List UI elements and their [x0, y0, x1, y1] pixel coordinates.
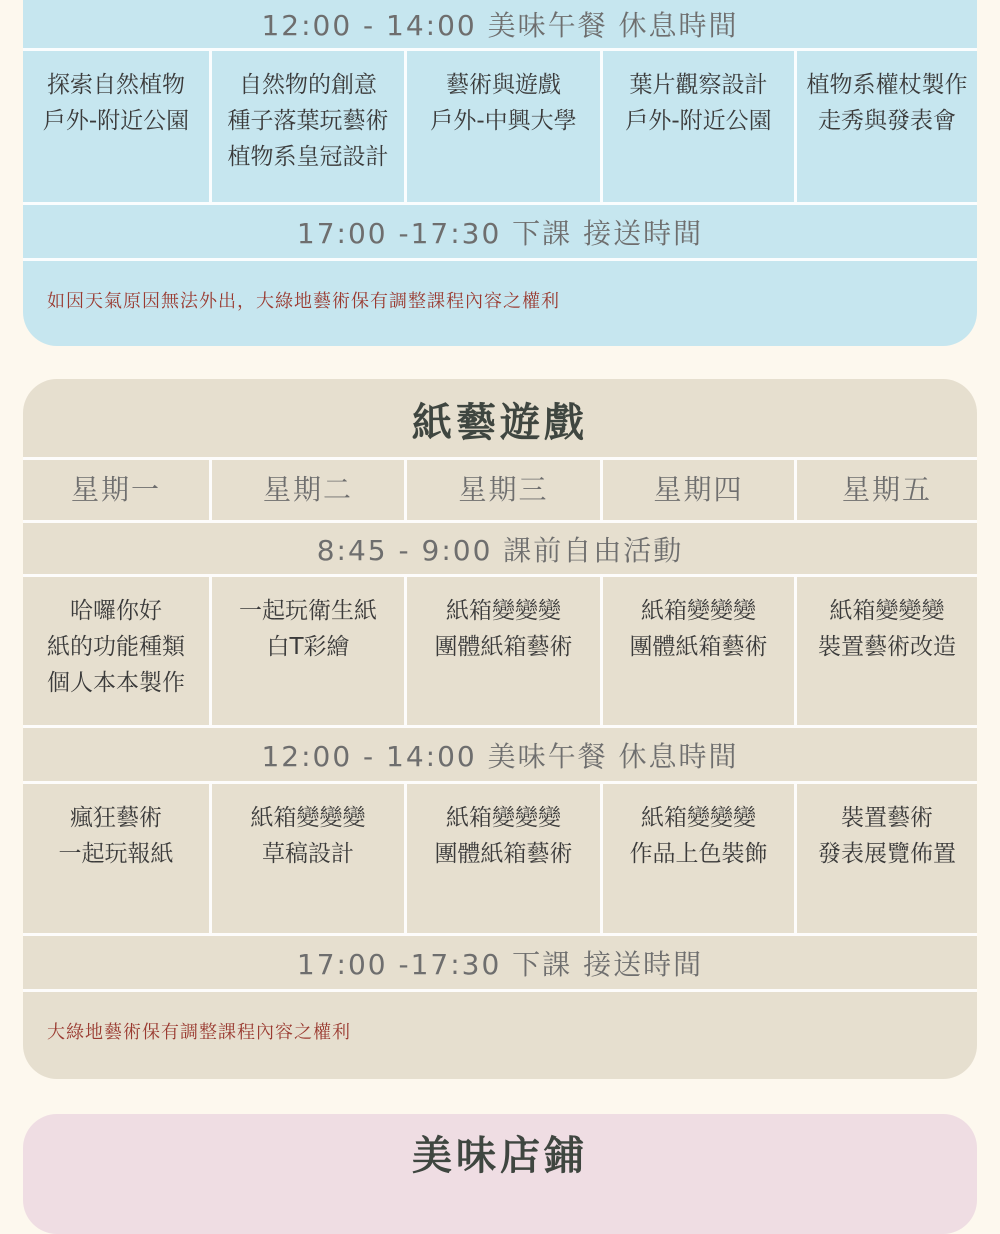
weekday-header-row [23, 457, 977, 520]
mon-afternoon-cell [23, 51, 209, 202]
cell-text-line: 種子落葉玩藝術 [227, 108, 389, 134]
cell-text-line: 探索自然植物 [47, 72, 185, 98]
cell-text-line: 一起玩報紙 [58, 841, 174, 867]
cell-text-line: 戶外-中興大學 [430, 108, 577, 134]
lunch-break-text: 12:00 - 14:00 美味午餐 休息時間 [261, 739, 739, 773]
cell-text-line: 團體紙箱藝術 [629, 634, 768, 660]
wed-afternoon-cell [404, 51, 600, 202]
thu-afternoon-cell [600, 51, 794, 202]
cell-text-line: 紙箱變變變 [641, 805, 756, 831]
morning-activities-row [23, 574, 977, 725]
cell-text-line: 裝置藝術改造 [818, 634, 956, 660]
free-activity-text: 8:45 - 9:00 課前自由活動 [316, 533, 684, 567]
cell-text-line: 紙箱變變變 [446, 805, 561, 831]
cell-text-line: 一起玩衛生紙 [239, 598, 377, 624]
cell-text-line: 紙箱變變變 [446, 598, 561, 624]
cell-text-line: 瘋狂藝術 [70, 805, 162, 831]
free-activity-bar [23, 520, 977, 574]
fri-afternoon-cell [794, 784, 977, 933]
day-header-thu: 星期四 [600, 460, 794, 520]
paper-art-schedule-card [23, 379, 977, 1079]
pickup-time-text: 17:00 -17:30 下課 接送時間 [296, 216, 704, 250]
pickup-time-text: 17:00 -17:30 下課 接送時間 [296, 947, 704, 981]
cell-text-line: 團體紙箱藝術 [434, 634, 573, 660]
lunch-break-bar [23, 0, 977, 48]
day-header-fri: 星期五 [794, 460, 977, 520]
outdoor-schedule-card [23, 0, 977, 346]
cell-text-line: 葉片觀察設計 [629, 72, 768, 98]
mon-morning-cell [23, 577, 209, 725]
wed-afternoon-cell [404, 784, 600, 933]
course-title: 紙藝遊戲 [412, 400, 588, 446]
rights-note: 大綠地藝術保有調整課程內容之權利 [47, 1022, 351, 1043]
cell-text-line: 裝置藝術 [841, 805, 933, 831]
cell-text-line: 哈囉你好 [70, 598, 162, 624]
thu-morning-cell [600, 577, 794, 725]
cell-text-line: 紙箱變變變 [250, 805, 366, 831]
pickup-time-bar [23, 933, 977, 989]
cell-text-line: 藝術與遊戲 [446, 72, 561, 98]
shop-card [23, 1114, 977, 1234]
cell-text-line: 紙箱變變變 [641, 598, 756, 624]
lunch-break-bar [23, 725, 977, 781]
cell-text-line: 植物系權杖製作 [806, 72, 968, 98]
fri-morning-cell [794, 577, 977, 725]
cell-text-line: 團體紙箱藝術 [434, 841, 573, 867]
shop-title: 美味店鋪 [412, 1133, 588, 1179]
cell-text-line: 走秀與發表會 [818, 108, 956, 134]
cell-text-line: 白T彩繪 [266, 634, 350, 660]
tue-morning-cell [209, 577, 404, 725]
day-header-mon: 星期一 [70, 473, 161, 506]
cell-text-line: 紙的功能種類 [47, 634, 185, 660]
tue-afternoon-cell [209, 784, 404, 933]
thu-afternoon-cell [600, 784, 794, 933]
mon-afternoon-cell [23, 784, 209, 933]
cell-text-line: 植物系皇冠設計 [227, 144, 389, 170]
weather-note: 如因天氣原因無法外出，大綠地藝術保有調整課程內容之權利 [47, 291, 560, 312]
day-header-tue: 星期二 [209, 460, 404, 520]
cell-text-line: 戶外-附近公園 [625, 108, 772, 134]
note-area [23, 258, 977, 346]
afternoon-activities-row [23, 781, 977, 933]
fri-afternoon-cell [794, 51, 977, 202]
cell-text-line: 戶外-附近公園 [42, 108, 190, 134]
lunch-break-text: 12:00 - 14:00 美味午餐 休息時間 [261, 9, 739, 42]
note-area [23, 989, 977, 1079]
cell-text-line: 個人本本製作 [47, 670, 185, 696]
cell-text-line: 自然物的創意 [239, 72, 377, 98]
day-header-wed: 星期三 [404, 460, 600, 520]
cell-text-line: 草稿設計 [262, 841, 354, 867]
cell-text-line: 紙箱變變變 [829, 598, 945, 624]
pickup-time-bar [23, 202, 977, 258]
afternoon-activities-row [23, 48, 977, 202]
wed-morning-cell [404, 577, 600, 725]
cell-text-line: 發表展覽佈置 [818, 841, 956, 867]
cell-text-line: 作品上色裝飾 [629, 841, 768, 867]
tue-afternoon-cell [209, 51, 404, 202]
